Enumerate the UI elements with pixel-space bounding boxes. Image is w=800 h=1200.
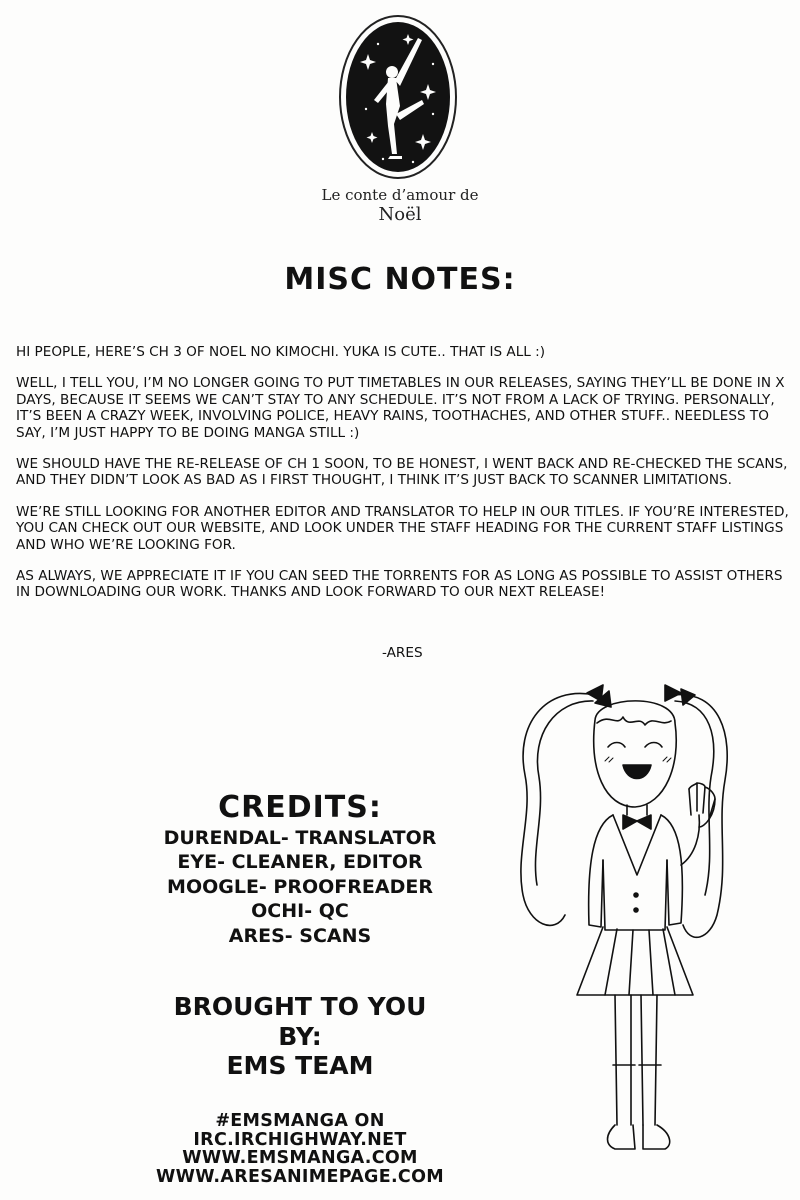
brought-line: BROUGHT TO YOU [173,992,427,1021]
figure-skater-emblem-icon [338,14,458,180]
notes-paragraph: WE’RE STILL LOOKING FOR ANOTHER EDITOR AND TRANSLATOR TO HELP IN OUR TITLES. IF YOU’RE INTERESTED, YOU CAN CHECK OUT OUR WEBSITE, AND LOOK UNDER THE STAFF HEADING FOR THE CURRENT STAFF LISTINGS AND WHO WE’RE LOOKING FOR. [16,503,789,553]
notes-paragraph: WE SHOULD HAVE THE RE-RELEASE OF CH 1 SOON, TO BE HONEST, I WENT BACK AND RE-CHECKED THE SCANS, AND THEY DIDN’T LOOK AS BAD AS I FIRST THOUGHT, I THINK IT’S JUST BACK TO SCANNER LIMITATIONS. [16,456,788,489]
credits-list [160,826,440,948]
website-link[interactable]: WWW.EMSMANGA.COM [182,1148,418,1168]
notes-paragraph: AS ALWAYS, WE APPRECIATE IT IF YOU CAN SEED THE TORRENTS FOR AS LONG AS POSSIBLE TO ASSIST OTHERS IN DOWNLOADING OUR WORK. THANKS AND LOOK FORWARD TO OUR NEXT RELEASE! [16,568,783,601]
brought-line: BY: [278,1021,322,1051]
misc-notes-title: MISC NOTES: [284,262,516,297]
logo-title: Noël [378,204,422,225]
waving-schoolgirl-illustration [505,665,735,1195]
signature: -ARES [382,645,423,661]
credit-line: EYE- CLEANER, EDITOR [177,851,423,874]
credit-line: OCHI- QC [251,900,349,923]
irc-channel: #EMSMANGA ON [215,1111,385,1131]
website-link[interactable]: WWW.ARESANIMEPAGE.COM [156,1166,444,1187]
credits-title: CREDITS: [218,790,382,825]
notes-paragraph: WELL, I TELL YOU, I’M NO LONGER GOING TO PUT TIMETABLES IN OUR RELEASES, SAYING THEY’LL BE DONE IN X DAYS, BECAUSE IT SEEMS WE CAN’T STAY TO ANY SCHEDULE. IT’S NOT FROM A LACK OF TRYING. PERSONALLY, IT’S BEEN A CRAZY WEEK, INVOLVING POLICE, HEAVY RAINS, TOOTHACHES, AND OTHER STUFF.. NEEDLESS TO SAY, I’M JUST HAPPY TO BE DOING MANGA STILL :) [16,375,785,441]
brought-to-you [150,992,450,1081]
credit-line: ARES- SCANS [228,924,372,947]
logo-subtitle: Le conte d’amour de [321,186,479,204]
irc-server: IRC.IRCHIGHWAY.NET [193,1129,407,1150]
team-name: EMS TEAM [226,1051,374,1080]
misc-notes-body [16,344,798,616]
credit-line: MOOGLE- PROOFREADER [167,875,433,898]
notes-paragraph: HI PEOPLE, HERE’S CH 3 OF NOEL NO KIMOCHI. YUKA IS CUTE.. THAT IS ALL :) [16,344,546,360]
credit-line: DURENDAL- TRANSLATOR [163,827,437,849]
contact-info [150,1112,450,1186]
